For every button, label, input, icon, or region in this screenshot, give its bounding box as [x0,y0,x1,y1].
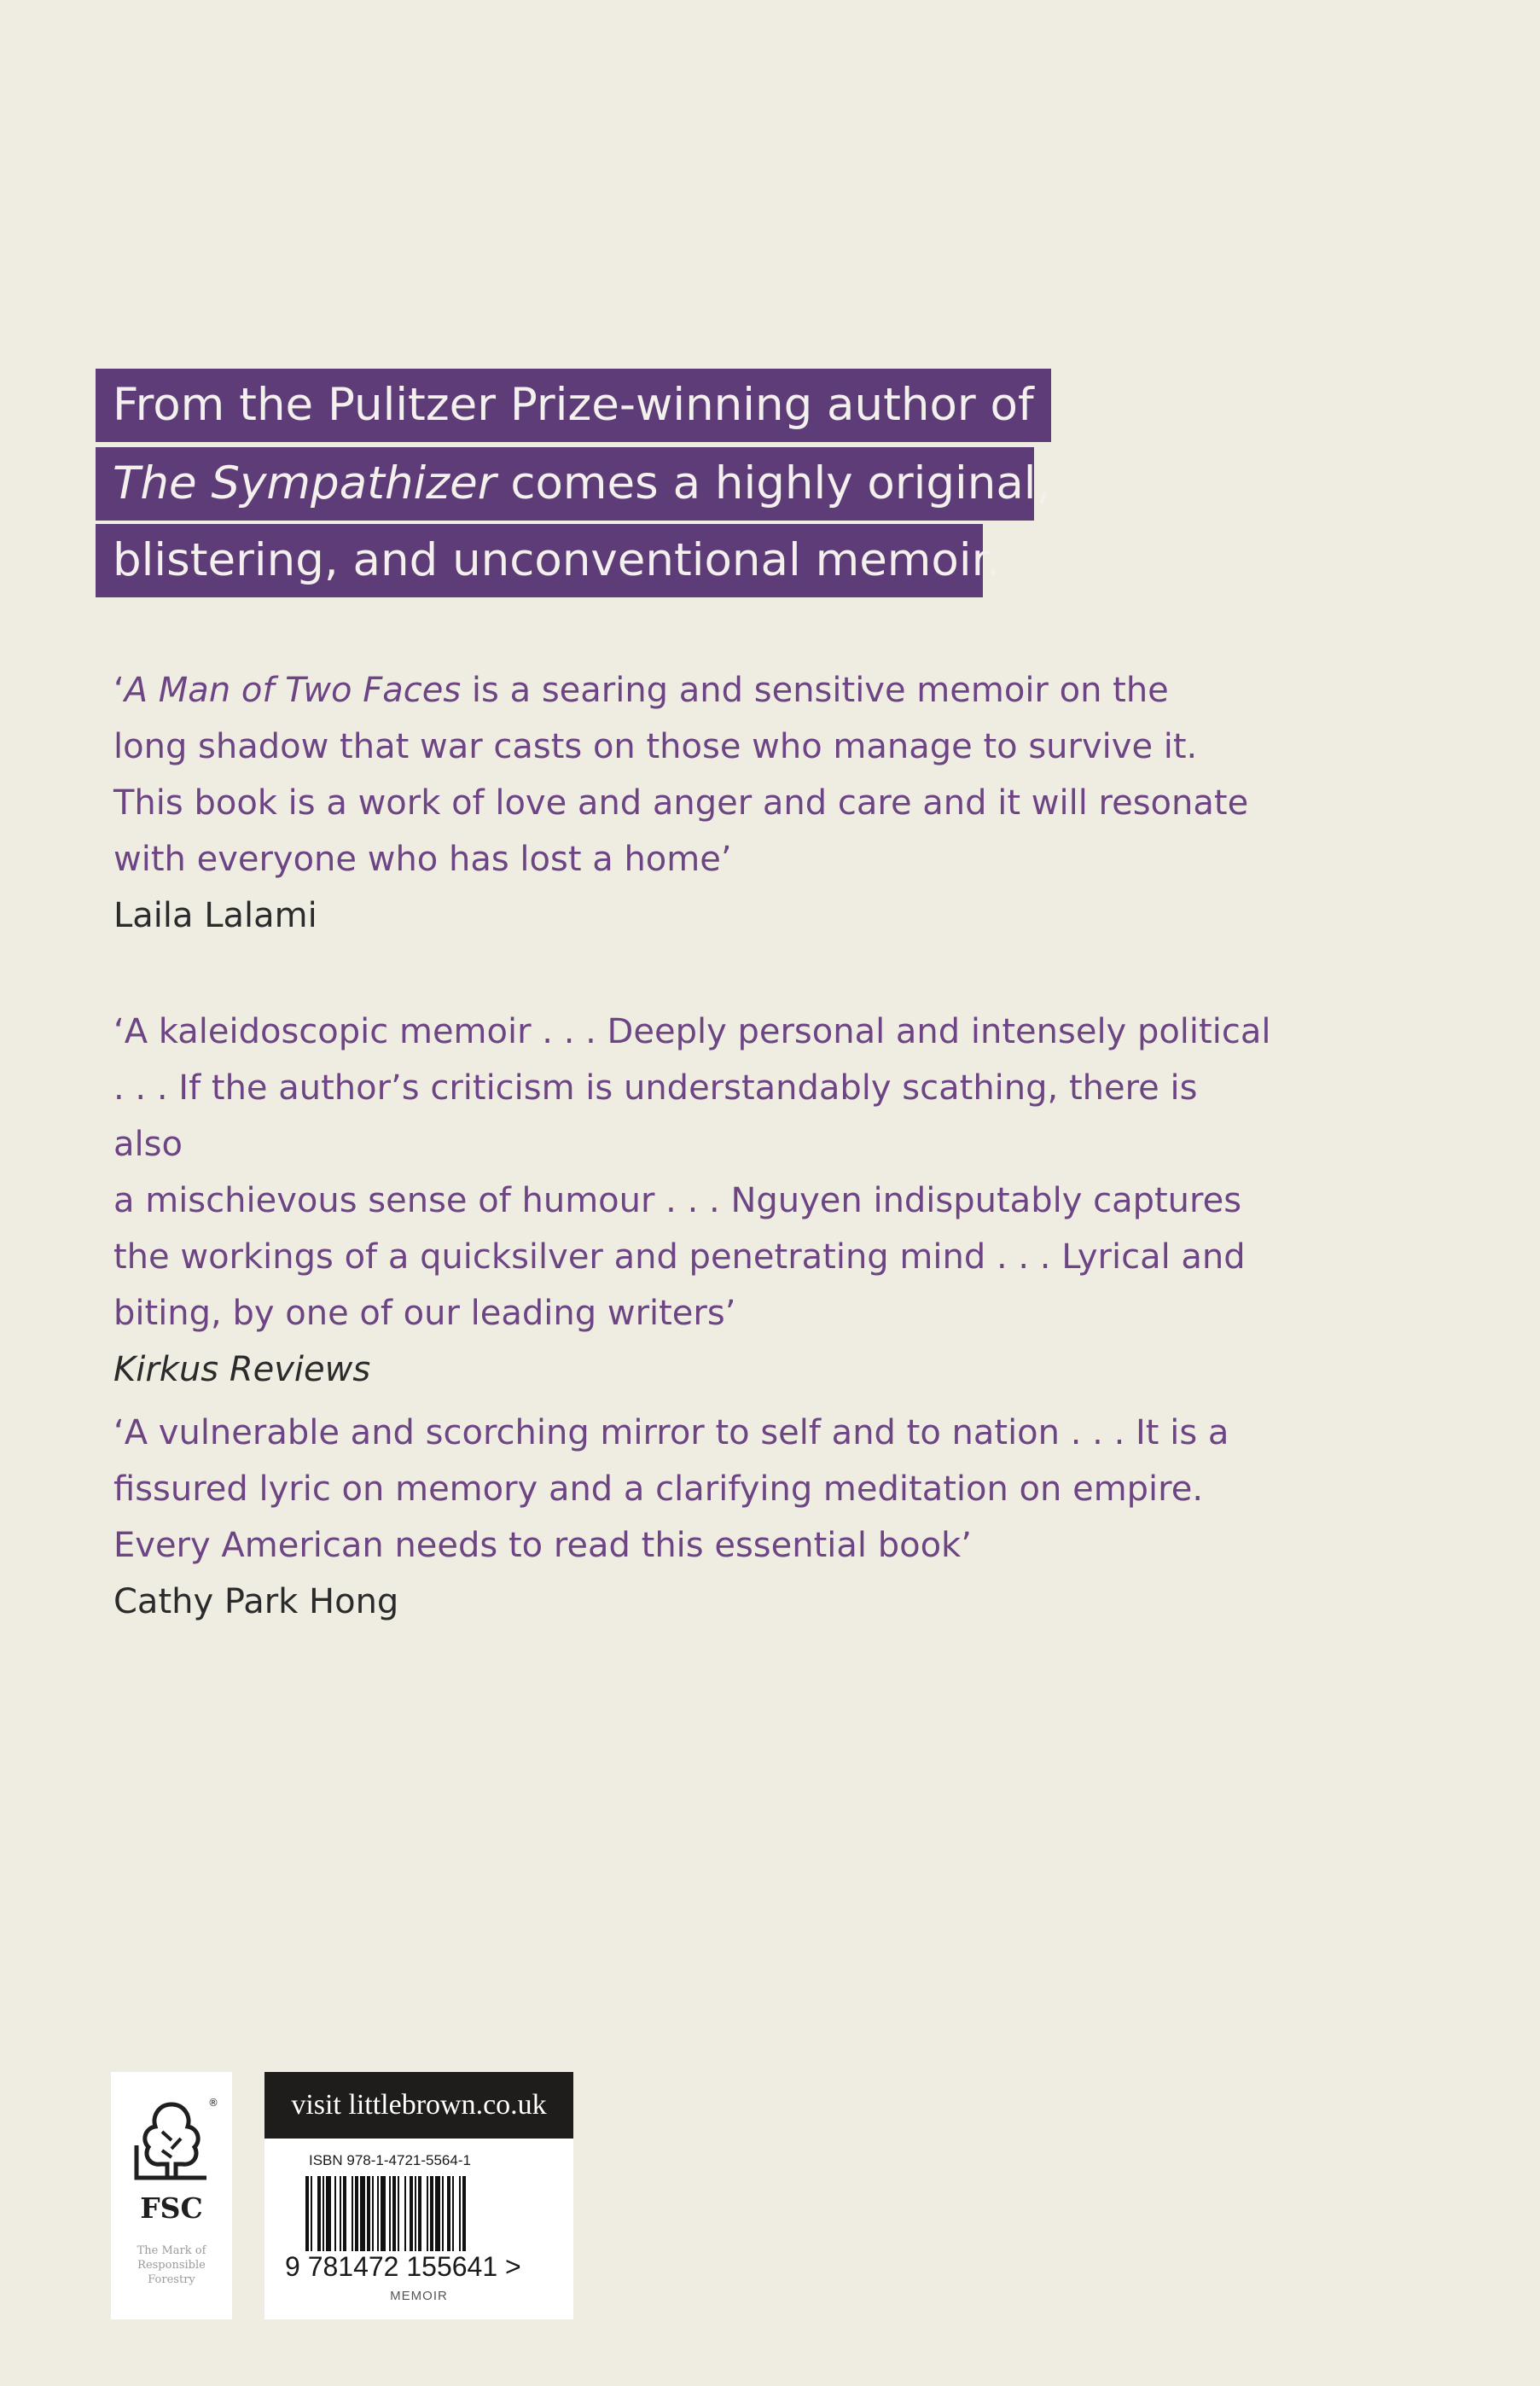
barcode-panel [264,2072,573,2319]
quote-attribution: Kirkus Reviews [113,1350,371,1389]
quote-line: ‘A vulnerable and scorching mirror to self and to nation . . . It is a [113,1413,1229,1452]
blurb-line-1: From the Pulitzer Prize-winning author of [96,369,1051,442]
fsc-tagline: The Mark of Responsible Forestry [137,2244,206,2286]
quote-line: This book is a work of love and anger and care and it will resonate [113,783,1249,823]
blurb-line-2-rest: comes a highly original, [496,457,1051,509]
quote-line: the workings of a quicksilver and penetrating mind . . . Lyrical and [113,1237,1246,1277]
quote-line: with everyone who has lost a home’ [113,840,732,879]
quote-line: biting, by one of our leading writers’ [113,1294,736,1333]
review-quote-2 [113,1004,1274,1398]
publisher-website: visit littlebrown.co.uk [264,2072,573,2139]
genre-label: MEMOIR [390,2289,448,2303]
registered-mark: ® [208,2097,218,2109]
quote-line: Every American needs to read this essential book’ [113,1526,972,1565]
blurb-book-title: The Sympathizer [113,457,497,509]
quote-line: a mischievous sense of humour . . . Nguyen indisputably captures [113,1181,1242,1220]
isbn-number: ISBN 978-1-4721-5564-1 [309,2152,471,2168]
quote-line: ‘A Man of Two Faces is a searing and sensitive memoir on the [113,671,1169,710]
fsc-tree-icon [125,2094,218,2188]
quote-line: long shadow that war casts on those who manage to survive it. [113,727,1198,766]
quote-line: ‘A kaleidoscopic memoir . . . Deeply personal and intensely political [113,1012,1271,1051]
quote-attribution: Cathy Park Hong [113,1582,399,1621]
quote-line: . . . If the author’s criticism is understandably scathing, there is also [113,1068,1198,1164]
barcode-icon [305,2176,536,2251]
blurb-line-3: blistering, and unconventional memoir. [96,524,983,597]
review-quote-3 [113,1405,1274,1630]
quoted-book-title: A Man of Two Faces [124,671,462,710]
quote-line: fissured lyric on memory and a clarifying meditation on empire. [113,1469,1204,1509]
blurb-banner [96,369,1051,604]
fsc-label: FSC [140,2191,203,2225]
blurb-line-2 [96,447,1051,521]
fsc-logo [111,2072,232,2319]
review-quote-1 [113,662,1274,944]
barcode-digits: 9 781472 155641 > [285,2251,521,2282]
quote-attribution: Laila Lalami [113,896,317,935]
